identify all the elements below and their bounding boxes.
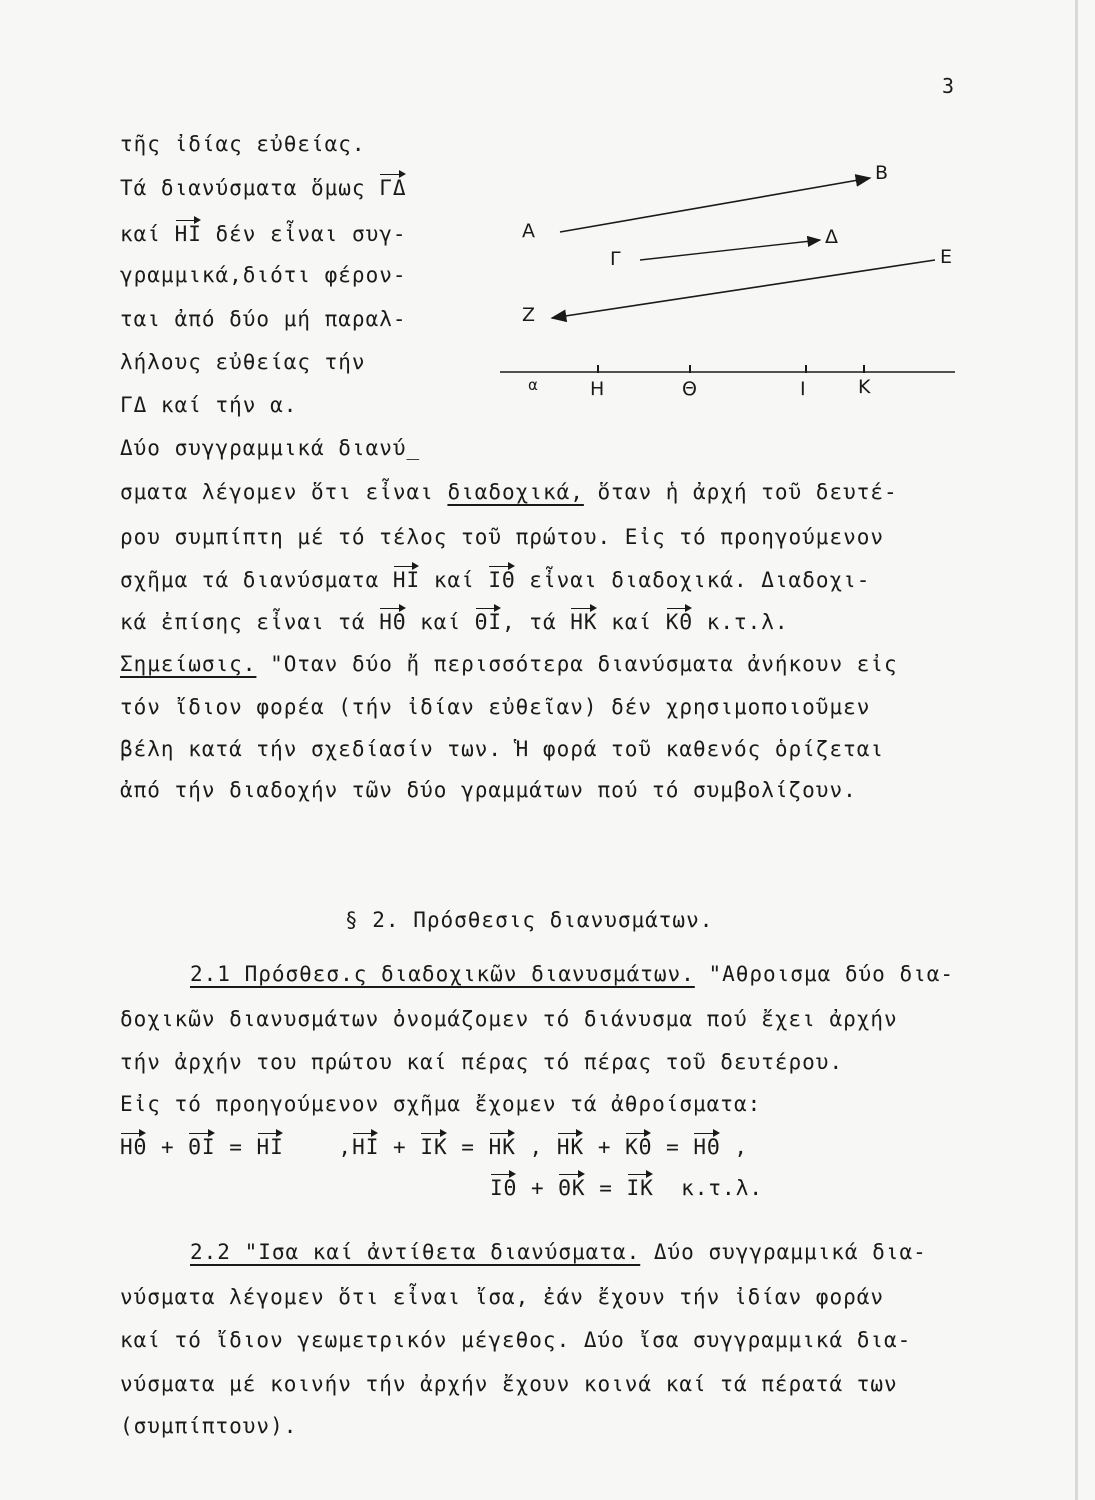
label-d: Δ — [825, 226, 838, 248]
vector-ith: ΙΘ — [490, 1176, 518, 1200]
text-line-11: σχῆμα τά διανύσματα ΗΙ καί ΙΘ εἶναι διαδοχικά. Διαδοχι- — [120, 568, 871, 592]
text-line-1: τῆς ἰδίας εὐθείας. — [120, 132, 366, 156]
text-line-4: γραμμικά,διότι φέρον- — [120, 263, 407, 287]
vector-hth: ΗΘ — [120, 1135, 148, 1159]
page-number: 3 — [942, 74, 955, 98]
vector-ab — [560, 178, 870, 232]
text-line-5: ται ἀπό δύο μή παραλ- — [120, 307, 407, 331]
vector-hi: ΗΙ — [352, 1135, 380, 1159]
text-line-s22-4: νύσματα μέ κοινήν τήν ἀρχήν ἔχουν κοινά καί τά πέρατά των — [120, 1372, 898, 1396]
page-edge — [1075, 0, 1078, 1500]
label-k: Κ — [858, 376, 871, 398]
label-e: Ε — [940, 246, 953, 268]
text-line-9: σματα λέγομεν ὅτι εἶναι διαδοχικά, ὅταν ἡ ἀρχή τοῦ δευτέ- — [120, 480, 898, 504]
vector-hth: ΗΘ — [693, 1135, 721, 1159]
vector-hi: ΗΙ — [256, 1135, 284, 1159]
text-line-s21-1: 2.1 Πρόσθεσ.ς διαδοχικῶν διανυσμάτων. "Αθροισμα δύο δια- — [190, 962, 955, 986]
text-line-10: ρου συμπίπτη μέ τό τέλος τοῦ πρώτου. Εἰς τό προηγούμενον — [120, 525, 885, 549]
vector-gd: ΓΔ — [379, 176, 407, 200]
text-line-s21-2: δοχικῶν διανυσμάτων ὀνομάζομεν τό διάνυσμα πού ἔχει ἀρχήν — [120, 1007, 898, 1031]
text-line-s22-2: νύσματα λέγομεν ὅτι εἶναι ἴσα, ἐάν ἔχουν τήν ἰδίαν φοράν — [120, 1285, 885, 1309]
label-z: Ζ — [522, 304, 536, 326]
text-line-3: καί ΗΙ δέν εἶναι συγ- — [120, 222, 407, 246]
text-line-6: λήλους εὐθείας τήν — [120, 350, 366, 374]
diagram-lines — [490, 160, 970, 410]
text-line-s22-5: (συμπίπτουν). — [120, 1414, 298, 1438]
label-alpha: α — [528, 376, 538, 394]
vector-hi: ΗΙ — [392, 568, 421, 592]
text-line-13: Σημείωσις. "Οταν δύο ἤ περισσότερα διανύσματα ἀνήκουν εἰς — [120, 652, 898, 676]
vector-ik: ΙΚ — [626, 1176, 654, 1200]
vector-thi: ΘΙ — [188, 1135, 216, 1159]
vector-ik: ΙΚ — [420, 1135, 448, 1159]
vector-thi: ΘΙ — [474, 610, 503, 634]
text-line-s22-1: 2.2 "Ισα καί ἀντίθετα διανύσματα. Δύο συγγραμμικά δια- — [190, 1240, 927, 1264]
text-line-14: τόν ἴδιον φορέα (τήν ἰδίαν εὐθεῖαν) δέν χρησιμοποιοῦμεν — [120, 695, 871, 719]
note-heading: Σημείωσις. — [120, 652, 257, 676]
text-line-15: βέλη κατά τήν σχεδίασίν των. Ἡ φορά τοῦ καθενός ὁρίζεται — [120, 737, 885, 761]
vector-thk: ΘΚ — [558, 1176, 586, 1200]
vector-gd-line — [640, 240, 820, 260]
vector-hk: ΗΚ — [556, 1135, 585, 1159]
label-g: Γ — [610, 248, 621, 270]
label-th: Θ — [682, 378, 697, 400]
text-line-7: ΓΔ καί τήν α. — [120, 393, 298, 417]
section-heading: § 2. Πρόσθεσις διανυσμάτων. — [345, 908, 714, 932]
vector-hth: ΗΘ — [379, 610, 407, 634]
vector-kth: ΚΘ — [625, 1135, 653, 1159]
vector-diagram — [490, 160, 970, 410]
text-line-s21-4: Εἰς τό προηγούμενον σχῆμα ἔχομεν τά ἀθροίσματα: — [120, 1092, 762, 1116]
term-successive: διαδοχικά, — [447, 480, 584, 504]
label-b: Β — [875, 162, 889, 184]
equation-line-2: ΙΘ + ΘΚ = ΙΚ κ.τ.λ. — [490, 1176, 763, 1200]
text-line-2: Τά διανύσματα ὅμως ΓΔ — [120, 176, 407, 200]
text-line-12: κά ἐπίσης εἶναι τά ΗΘ καί ΘΙ, τά ΗΚ καί ΚΘ κ.τ.λ. — [120, 610, 789, 634]
text-line-s22-3: καί τό ἴδιον γεωμετρικόν μέγεθος. Δύο ἴσα συγγραμμικά δια- — [120, 1328, 912, 1352]
vector-hk: ΗΚ — [488, 1135, 516, 1159]
label-a: Α — [522, 220, 535, 242]
vector-hi: ΗΙ — [174, 222, 202, 246]
equation-line-1: ΗΘ + ΘΙ = ΗΙ ,ΗΙ + ΙΚ = ΗΚ , ΗΚ + ΚΘ = ΗΘ , — [120, 1135, 748, 1159]
vector-ith: ΙΘ — [488, 568, 516, 592]
subsection-2-2-heading: 2.2 "Ισα καί ἀντίθετα διανύσματα. — [190, 1240, 641, 1264]
text-line-16: ἀπό τήν διαδοχήν τῶν δύο γραμμάτων πού τό συμβολίζουν. — [120, 778, 857, 802]
vector-hk: ΗΚ — [570, 610, 598, 634]
text-line-s21-3: τήν ἀρχήν του πρώτου καί πέρας τό πέρας τοῦ δευτέρου. — [120, 1050, 844, 1074]
vector-kth: ΚΘ — [665, 610, 694, 634]
text-line-8: Δύο συγγραμμικά διανύ_ — [120, 436, 421, 460]
label-h: Η — [590, 378, 605, 400]
subsection-2-1-heading: 2.1 Πρόσθεσ.ς διαδοχικῶν διανυσμάτων. — [190, 962, 695, 986]
label-i: Ι — [800, 378, 806, 400]
